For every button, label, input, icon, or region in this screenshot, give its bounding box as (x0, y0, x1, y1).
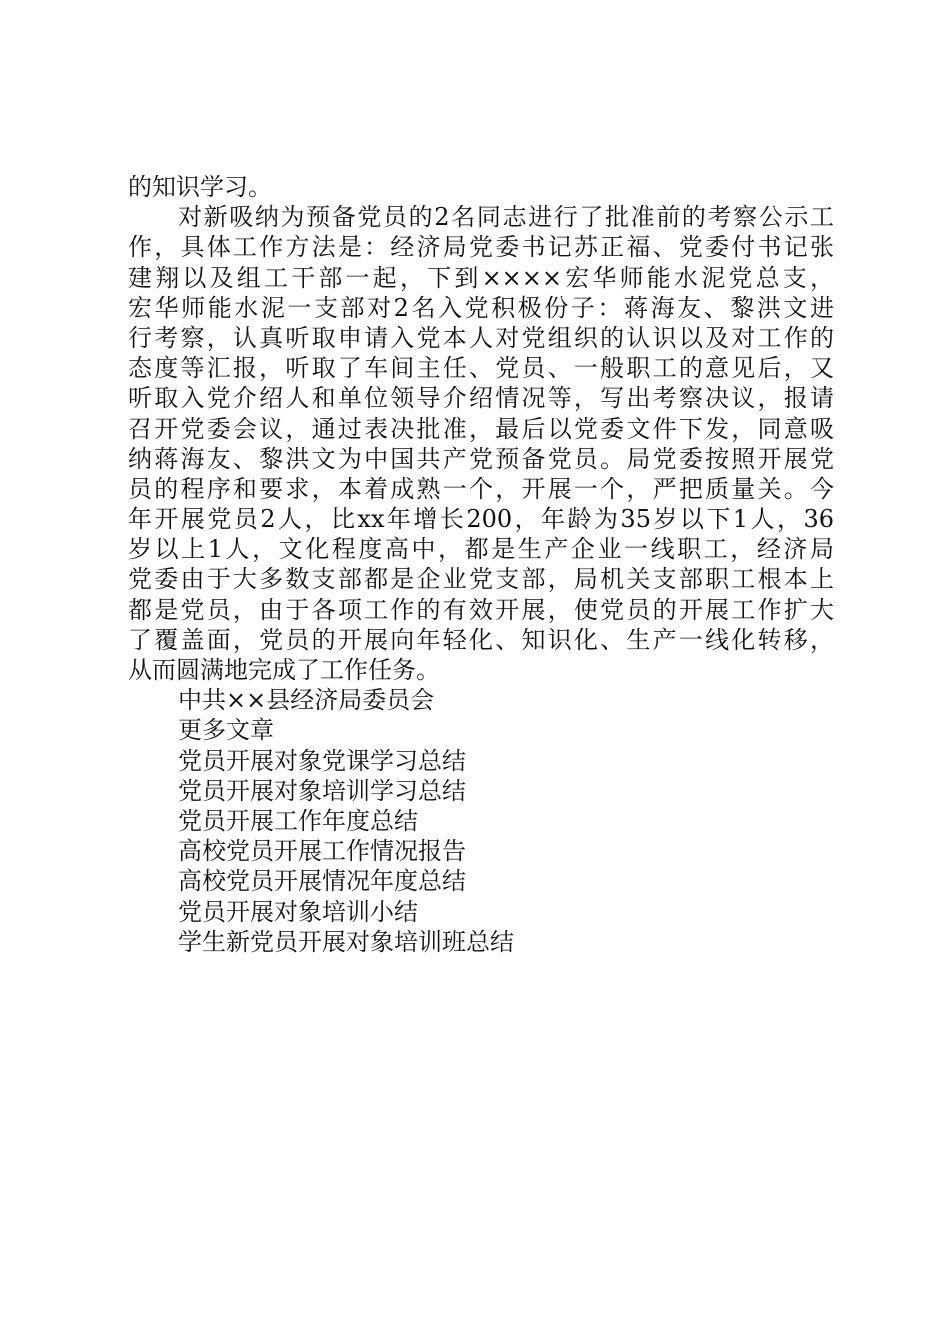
paragraph-line: 召开党委会议，通过表决批准，最后以党委文件下发，同意吸 (128, 414, 834, 443)
main-paragraph (128, 202, 834, 685)
related-article-link[interactable]: 党员开展工作年度总结 (178, 806, 418, 835)
signature: 中共××县经济局委员会 (178, 686, 435, 715)
paragraph-line: 岁以上1人，文化程度高中，都是生产企业一线职工，经济局 (128, 535, 834, 564)
paragraph-line: 党委由于大多数支部都是企业党支部，局机关支部职工根本上 (128, 565, 834, 594)
paragraph-line: 纳蒋海友、黎洪文为中国共产党预备党员。局党委按照开展党 (128, 444, 834, 473)
related-article-link[interactable]: 党员开展对象培训学习总结 (178, 776, 466, 805)
paragraph-line: 都是党员，由于各项工作的有效开展，使党员的开展工作扩大 (128, 595, 834, 624)
paragraph-line: 听取入党介绍人和单位领导介绍情况等，写出考察决议，报请 (128, 384, 834, 413)
paragraph-line: 宏华师能水泥一支部对2名入党积极份子：蒋海友、黎洪文进 (128, 293, 834, 322)
paragraph-line: 行考察，认真听取申请入党本人对党组织的认识以及对工作的 (128, 323, 834, 352)
paragraph-line: 建翔以及组工干部一起，下到××××宏华师能水泥党总支， (128, 263, 834, 292)
paragraph-line: 对新吸纳为预备党员的2名同志进行了批准前的考察公示工 (178, 203, 834, 232)
more-articles-heading: 更多文章 (178, 716, 274, 745)
paragraph-line: 态度等汇报，听取了车间主任、党员、一般职工的意见后，又 (128, 354, 834, 383)
paragraph-line: 作，具体工作方法是：经济局党委书记苏正福、党委付书记张 (128, 233, 834, 262)
related-article-link[interactable]: 学生新党员开展对象培训班总结 (178, 927, 514, 956)
related-article-link[interactable]: 高校党员开展情况年度总结 (178, 867, 466, 896)
paragraph-line: 了覆盖面，党员的开展向年轻化、知识化、生产一线化转移， (128, 625, 834, 654)
related-article-link[interactable]: 高校党员开展工作情况报告 (178, 837, 466, 866)
related-article-link[interactable]: 党员开展对象培训小结 (178, 897, 418, 926)
paragraph-line: 从而圆满地完成了工作任务。 (128, 656, 440, 684)
document-body (128, 172, 834, 957)
paragraph-line: 年开展党员2人，比xx年增长200，年龄为35岁以下1人，36 (128, 505, 834, 534)
related-article-link[interactable]: 党员开展对象党课学习总结 (178, 746, 466, 775)
lead-line: 的知识学习。 (128, 173, 272, 201)
paragraph-line: 员的程序和要求，本着成熟一个，开展一个，严把质量关。今 (128, 474, 834, 503)
footer-section (128, 685, 834, 957)
